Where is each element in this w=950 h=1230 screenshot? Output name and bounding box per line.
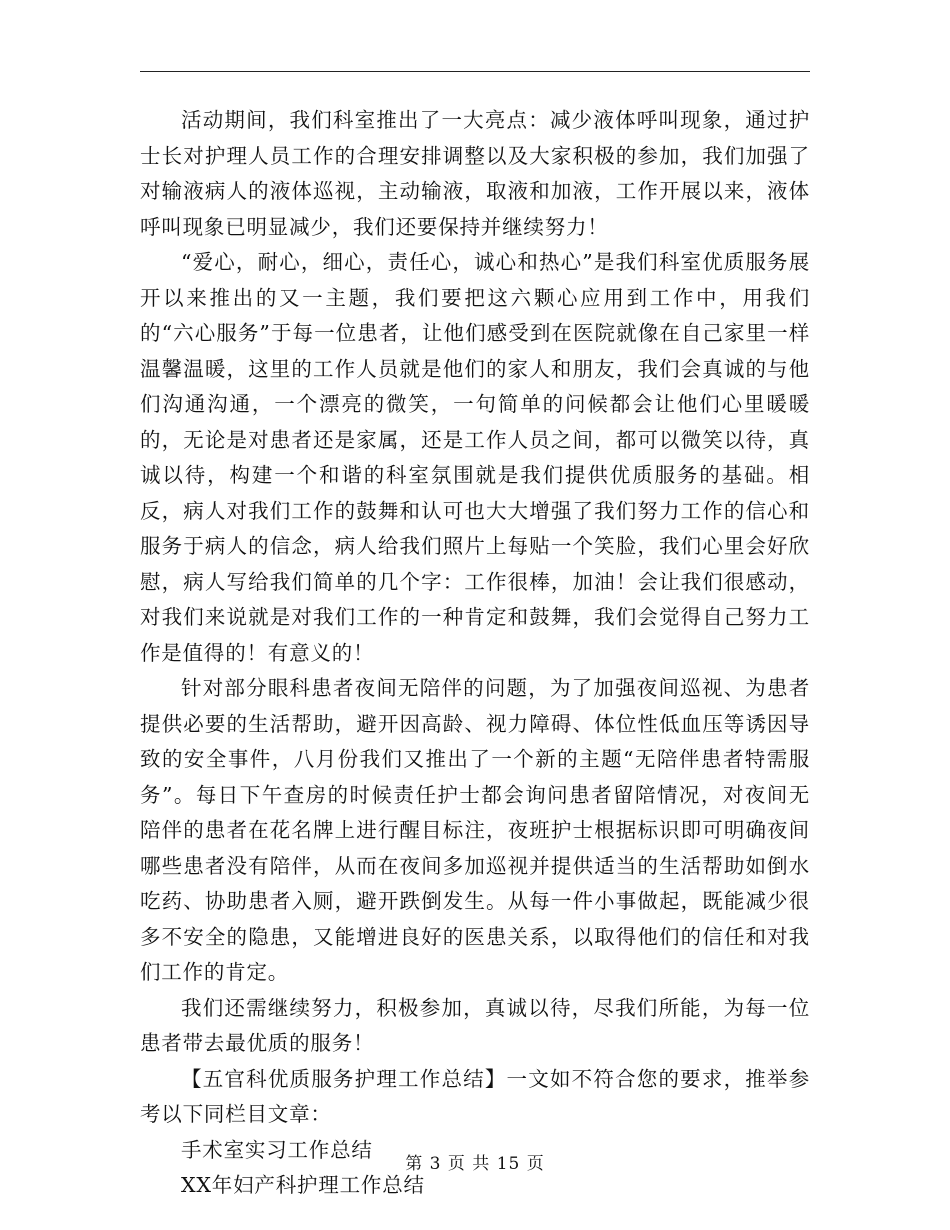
page-number-footer: 第 3 页 共 15 页 — [405, 1154, 545, 1174]
related-article-link-2[interactable]: XX年妇产科护理工作总结 — [181, 1173, 425, 1197]
paragraph-unaccompanied-patients: 针对部分眼科患者夜间无陪伴的问题，为了加强夜间巡视、为患者提供必要的生活帮助，避开因高龄、视力障碍、体位性低血压等诱因导致的安全事件，八月份我们又推出了一个新的主题“无陪伴患者特需服务”。每日下午查房的时候责任护士都会询问患者留陪情况，对夜间无陪伴的患者在花名牌上进行醒目标注，夜班护士根据标识即可明确夜间哪些患者没有陪伴，从而在夜间多加巡视并提供适当的生活帮助如倒水吃药、协助患者入厕，避开跌倒发生。从每一件小事做起，既能减少很多不安全的隐患，又能增进良好的医患关系，以取得他们的信任和对我们工作的肯定。 — [140, 676, 810, 984]
document-body — [140, 103, 810, 1204]
paragraph-recommendation: 【五官科优质服务护理工作总结】一文如不符合您的要求，推举参考以下同栏目文章： — [140, 1066, 810, 1126]
paragraph-activity-highlight: 活动期间，我们科室推出了一大亮点：减少液体呼叫现象，通过护士长对护理人员工作的合理安排调整以及大家积极的参加，我们加强了对输液病人的液体巡视，主动输液，取液和加液，工作开展以来，液体呼叫现象已明显减少，我们还要保持并继续努力！ — [140, 108, 810, 239]
header-rule — [140, 71, 810, 72]
paragraph-continue-effort: 我们还需继续努力，积极参加，真诚以待，尽我们所能，为每一位患者带去最优质的服务！ — [140, 995, 810, 1055]
paragraph-six-hearts-service: “爱心，耐心，细心，责任心，诚心和热心”是我们科室优质服务展开以来推出的又一主题，我们要把这六颗心应用到工作中，用我们的“六心服务”于每一位患者，让他们感受到在医院就像在自己家里一样温馨温暖，这里的工作人员就是他们的家人和朋友，我们会真诚的与他们沟通沟通，一个漂亮的微笑，一句简单的问候都会让他们心里暖暖的，无论是对患者还是家属，还是工作人员之间，都可以微笑以待，真诚以待，构建一个和谐的科室氛围就是我们提供优质服务的基础。相反，病人对我们工作的鼓舞和认可也大大增强了我们努力工作的信心和服务于病人的信念，病人给我们照片上每贴一个笑脸，我们心里会好欣慰，病人写给我们简单的几个字：工作很棒，加油！会让我们很感动，对我们来说就是对我们工作的一种肯定和鼓舞，我们会觉得自己努力工作是值得的！有意义的！ — [140, 250, 810, 665]
related-article-link-1[interactable]: 手术室实习工作总结 — [181, 1137, 373, 1162]
